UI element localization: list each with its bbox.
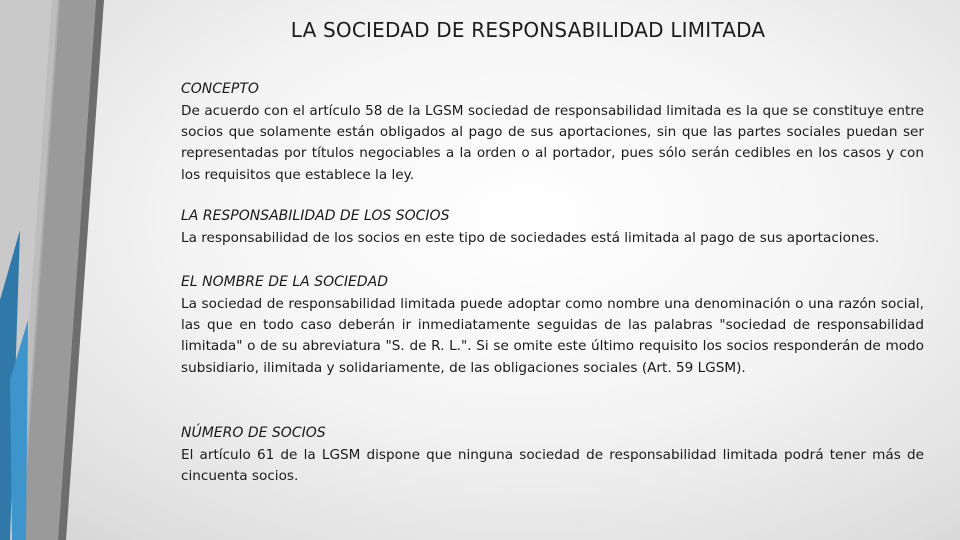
decorative-stripes bbox=[0, 0, 120, 540]
section-concepto bbox=[181, 79, 924, 186]
section-nombre bbox=[181, 272, 924, 379]
section-responsabilidad bbox=[181, 206, 924, 249]
section-body: De acuerdo con el artículo 58 de la LGSM sociedad de responsabilidad limitada es la que se constituye entre socios que solamente están obligados al pago de sus aportaciones, sin que las partes sociales puedan ser representadas por títulos negociables a la orden o al portador, pues sólo serán cedibles en los casos y con los requisitos que establece la ley. bbox=[181, 102, 924, 183]
section-body: La sociedad de responsabilidad limitada puede adoptar como nombre una denominación o una razón social, las que en todo caso deberán ir inmediatamente seguidas de las palabras "sociedad de responsabilidad limitada" o de su abreviatura "S. de R. L.". Si se omite este último requisito los socios responderán de modo subsidiario, ilimitada y solidariamente, de las obligaciones sociales (Art. 59 LGSM). bbox=[181, 295, 924, 376]
slide-title: LA SOCIEDAD DE RESPONSABILIDAD LIMITADA bbox=[290, 18, 766, 42]
section-heading: EL NOMBRE DE LA SOCIEDAD bbox=[181, 274, 388, 290]
blue-accent-right bbox=[10, 320, 28, 540]
section-heading: CONCEPTO bbox=[181, 81, 259, 97]
section-body: El artículo 61 de la LGSM dispone que ninguna sociedad de responsabilidad limitada podrá tener más de cincuenta socios. bbox=[181, 446, 924, 484]
gray-stripe-dark bbox=[20, 0, 96, 540]
gray-stripe-wide bbox=[0, 0, 58, 540]
light-stripe bbox=[14, 0, 60, 540]
section-numero-socios bbox=[181, 423, 924, 487]
section-body: La responsabilidad de los socios en este tipo de sociedades está limitada al pago de sus aportaciones. bbox=[181, 229, 880, 246]
gray-stripe-thin bbox=[58, 0, 104, 540]
blue-accent-left bbox=[0, 230, 20, 540]
section-heading: LA RESPONSABILIDAD DE LOS SOCIOS bbox=[181, 208, 450, 224]
section-heading: NÚMERO DE SOCIOS bbox=[181, 425, 326, 441]
